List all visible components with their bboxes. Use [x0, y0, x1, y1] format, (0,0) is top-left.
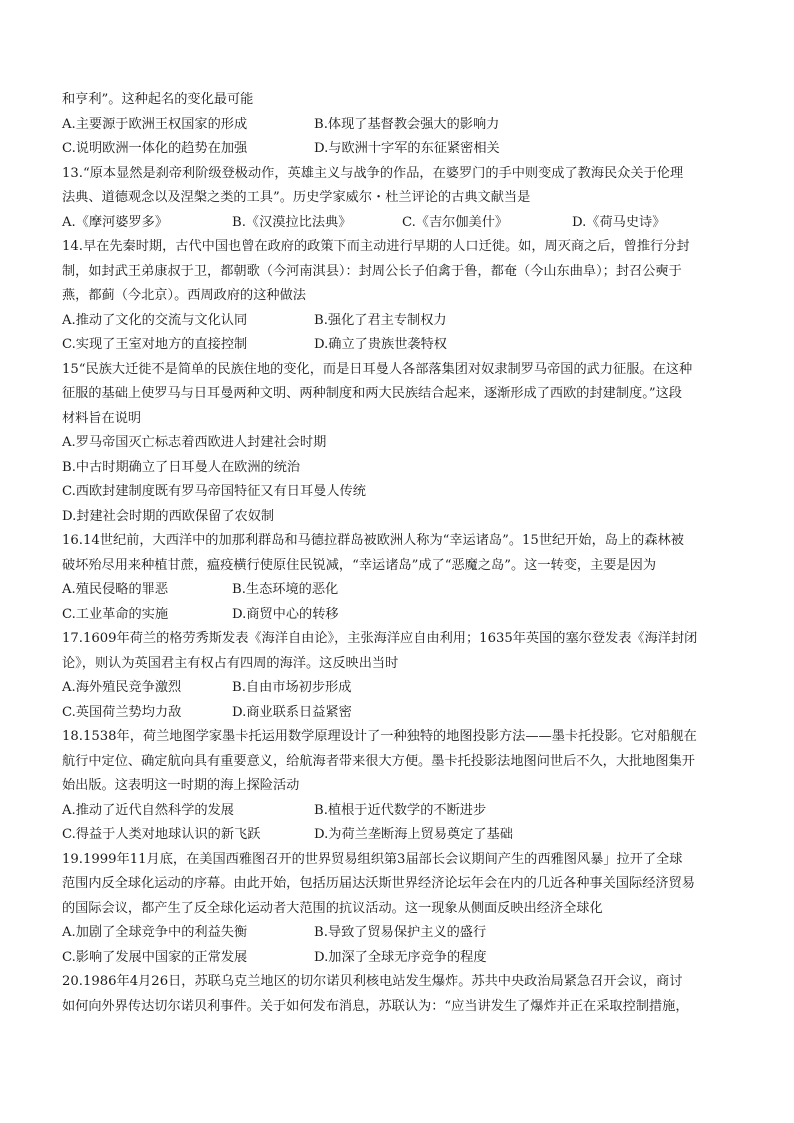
q18-options-row-2 — [62, 823, 742, 848]
option-a: A.主要源于欧洲王权国家的形成 — [62, 116, 248, 132]
option-d: D.《荷马史诗》 — [572, 214, 666, 230]
option-c: C.西欧封建制度既有罗马帝国特征又有日耳曼人传统 — [62, 484, 366, 499]
option-c: C.说明欧洲一体化的趋势在加强 — [62, 141, 248, 156]
q17-options-row-1 — [62, 676, 742, 701]
option-d: D.确立了贵族世袭特权 — [314, 337, 447, 352]
option-b: B.导致了贸易保护主义的盛行 — [314, 925, 487, 940]
q19-options-row-2 — [62, 946, 742, 971]
q12-options-row-1 — [62, 113, 742, 138]
q19-stem-line: 的国际会议，都产生了反全球化运动者大范围的抗议活动。这一现象从侧面反映出经济全球化 — [62, 900, 603, 916]
q17-options-row-2 — [62, 701, 742, 726]
q14-stem-line: 燕，都蓟（今北京）。西周政府的这种做法 — [62, 288, 306, 303]
option-b: B.体现了基督教会强大的影响力 — [314, 116, 500, 132]
exam-page — [62, 88, 742, 1019]
q20-stem-line: 20.1986年4月26日，苏联乌克兰地区的切尔诺贝利核电站发生爆炸。苏共中央政治局紧急召开会议，商讨 — [62, 974, 683, 989]
option-d: D.封建社会时期的西欧保留了农奴制 — [62, 508, 275, 524]
q14-options-row-1 — [62, 309, 742, 334]
option-c: C.《吉尔伽美什》 — [402, 214, 509, 230]
option-b: B.自由市场初步形成 — [232, 680, 352, 695]
option-b: B.植根于近代数学的不断进步 — [314, 802, 487, 818]
q13-stem-line: 13.“原本显然是刹帝利阶级登极动作，英雄主义与战争的作品，在婆罗门的手中则变成了教海民众关于伦理 — [62, 165, 684, 181]
option-d: D.商贸中心的转移 — [232, 606, 339, 622]
q15-stem-line: 15“民族大迁徙不是简单的民族住地的变化，而是日耳曼人各部落集团对奴隶制罗马帝国的武力征服。在这种 — [62, 361, 693, 377]
q17-stem-line: 论》，则认为英国君主有权占有四周的海洋。这反映出当时 — [62, 655, 399, 671]
option-a: A.《摩河婆罗多》 — [62, 214, 169, 230]
q13-options-row — [62, 211, 742, 236]
q14-stem-line: 14.早在先秦时期，古代中国也曾在政府的政策下而主动进行早期的人口迁徙。如，周灭商之后，曾推行分封 — [62, 239, 690, 254]
option-c: C.英国荷兰势均力敌 — [62, 704, 182, 720]
q14-options-row-2 — [62, 333, 742, 358]
q18-stem-line: 航行中定位、确定航向具有重要意义，给航海者带来很大方便。墨卡托投影法地图问世后不久，大批地图集开 — [62, 753, 695, 769]
q16-options-row-1 — [62, 578, 742, 603]
option-c: C.工业革命的实施 — [62, 606, 169, 622]
option-a: A.推动了文化的交流与文化认同 — [62, 312, 248, 328]
option-a: A.殖民侵略的罪恶 — [62, 582, 169, 597]
option-b: B.《汉漠拉比法典》 — [232, 214, 352, 230]
option-a: A.海外殖民竞争激烈 — [62, 680, 182, 695]
q16-stem-line: 破坏殆尽用来种植甘蔗，瘟疫横行使原住民锐减，“幸运诸岛”成了“恶魔之岛”。这一转变，主要是因为 — [62, 557, 657, 573]
q14-stem-line: 制，如封武王弟康叔于卫，都朝歌（今河南淇县）：封周公长子伯禽于鲁，都奄（今山东曲阜）；封召公奭于 — [62, 263, 682, 279]
option-b: B.生态环境的恶化 — [232, 582, 339, 597]
option-d: D.商业联系日益紧密 — [232, 704, 352, 720]
option-b: B.中古时期确立了日耳曼人在欧洲的统治 — [62, 459, 301, 475]
q17-stem-line: 17.1609年荷兰的格劳秀斯发表《海洋自由论》，主张海洋应自由利用；1635年英国的塞尔登发表《海洋封闭 — [62, 631, 698, 646]
q12-stem: 和亨利”。这种起名的变化最可能 — [62, 92, 254, 107]
option-d: D.加深了全球无序竞争的程度 — [314, 949, 487, 965]
q15-stem-line: 材料旨在说明 — [62, 410, 142, 426]
option-c: C.得益于人类对地球认识的新飞跃 — [62, 827, 261, 842]
option-a: A.罗马帝国灭亡标志着西欧进人封建社会时期 — [62, 435, 327, 450]
q18-options-row-1 — [62, 799, 742, 824]
q16-stem-line: 16.14世纪前，大西洋中的加那利群岛和马德拉群岛被欧洲人称为“幸运诸岛”。15世纪开始，岛上的森林被 — [62, 533, 684, 548]
option-a: A.推动了近代自然科学的发展 — [62, 802, 234, 818]
q16-options-row-2 — [62, 603, 742, 628]
option-d: D.与欧洲十字军的东征紧密相关 — [314, 141, 500, 156]
option-d: D.为荷兰垄断海上贸易奠定了基础 — [314, 827, 513, 842]
option-c: C.影响了发展中国家的正常发展 — [62, 949, 248, 965]
option-a: A.加剧了全球竞争中的利益失衡 — [62, 925, 248, 940]
q15-stem-line: 征服的基础上使罗马与日耳曼两种文明、两种制度和两大民族结合起来，逐渐形成了西欧的封建制度。”这段 — [62, 386, 682, 401]
option-b: B.强化了君主专制权力 — [314, 312, 447, 328]
option-c: C.实现了王室对地方的直接控制 — [62, 337, 248, 352]
q19-stem-line: 范围内反全球化运动的序幕。由此开始，包括历届达沃斯世界经济论坛年会在内的几近各种事关国际经济贸易 — [62, 876, 695, 891]
q13-stem-line: 法典、道德观念以及涅槃之类的工具”。历史学家威尔・杜兰评论的古典文献当是 — [62, 190, 531, 205]
q18-stem-line: 18.1538年，荷兰地图学家墨卡托运用数学原理设计了一种独特的地图投影方法——墨卡托投影。它对船舰在 — [62, 729, 697, 744]
q12-options-row-2 — [62, 137, 742, 162]
q19-stem-line: 19.1999年11月底，在美国西雅图召开的世界贸易组织第3届部长会议期间产生的西雅图风暴」拉开了全球 — [62, 851, 683, 867]
q19-options-row-1 — [62, 921, 742, 946]
q18-stem-line: 始出版。这表明这一时期的海上探险活动 — [62, 778, 300, 793]
q20-stem-line: 如何向外界传达切尔诺贝利事件。关于如何发布消息，苏联认为：“应当讲发生了爆炸并正在采取控制措施， — [62, 998, 689, 1014]
